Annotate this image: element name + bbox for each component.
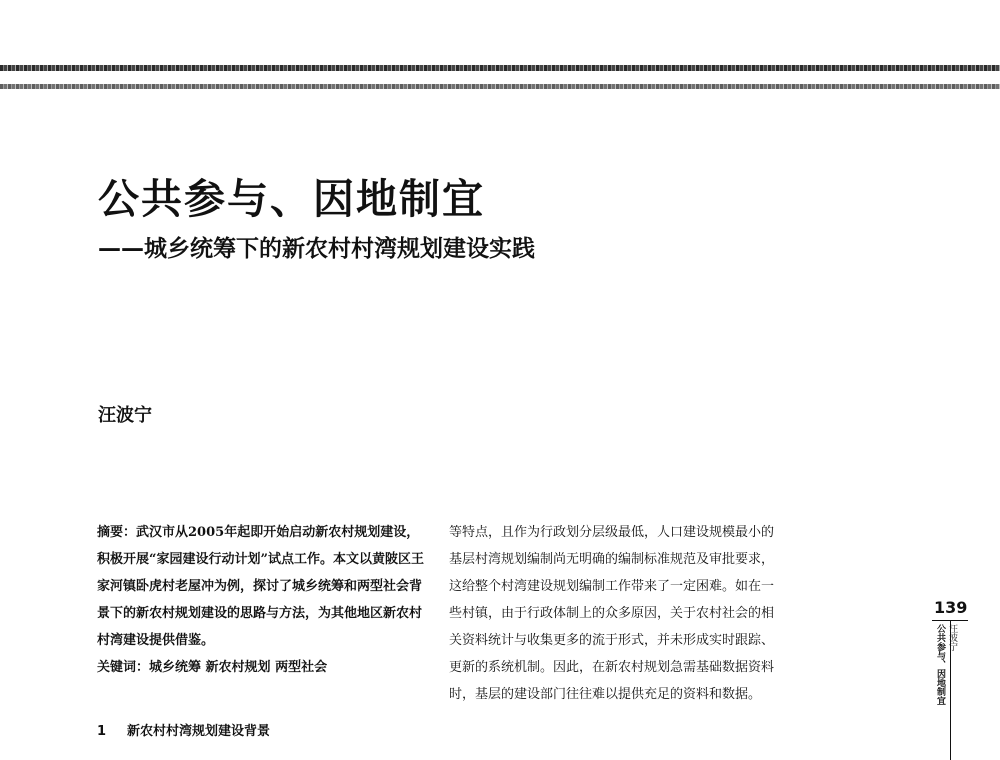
body-column-right [449,519,781,708]
article-subtitle: ——城乡统筹下的新农村村湾规划建设实践 [98,236,535,262]
page-number: 139 [934,598,968,617]
article-title: 公共参与、因地制宜 [98,175,485,223]
keywords-label: 关键词： [97,660,150,675]
running-head [934,624,958,705]
header-rule-top [0,65,1000,71]
keywords-paragraph [97,654,432,681]
section-heading [97,720,270,739]
abstract-text: 武汉市从2005年起即开始启动新农村规划建设，积极开展“家园建设行动计划”试点工作。本文以黄陂区王家河镇卧虎村老屋冲为例，探讨了城乡统筹和两型社会背景下的新农村规划建设的思路与方法，为其他地区新农村村湾建设提供借鉴。 [97,525,424,648]
keywords-text: 城乡统筹 新农村规划 两型社会 [149,660,328,675]
abstract-column [97,519,432,681]
article-author: 汪波宁 [98,405,152,426]
section-title: 新农村村湾规划建设背景 [127,724,271,739]
body-paragraph: 等特点，且作为行政划分层级最低，人口建设规模最小的基层村湾规划编制尚无明确的编制标准规范及审批要求，这给整个村湾建设规划编制工作带来了一定困难。如在一些村镇，由于行政体制上的众多原因，关于农村社会的相关资料统计与收集更多的流于形式，并未形成实时跟踪、更新的系统机制。因此，在新农村规划急需基础数据资料时，基层的建设部门往往难以提供充足的资料和数据。 [449,525,775,702]
section-number: 1 [97,724,107,739]
running-head-title: 公共参与、因地制宜 [935,624,945,705]
abstract-label: 摘要： [97,525,137,540]
abstract-paragraph [97,519,432,654]
running-head-author: 汪波宁 [947,624,957,651]
header-rule-bottom [0,84,1000,89]
